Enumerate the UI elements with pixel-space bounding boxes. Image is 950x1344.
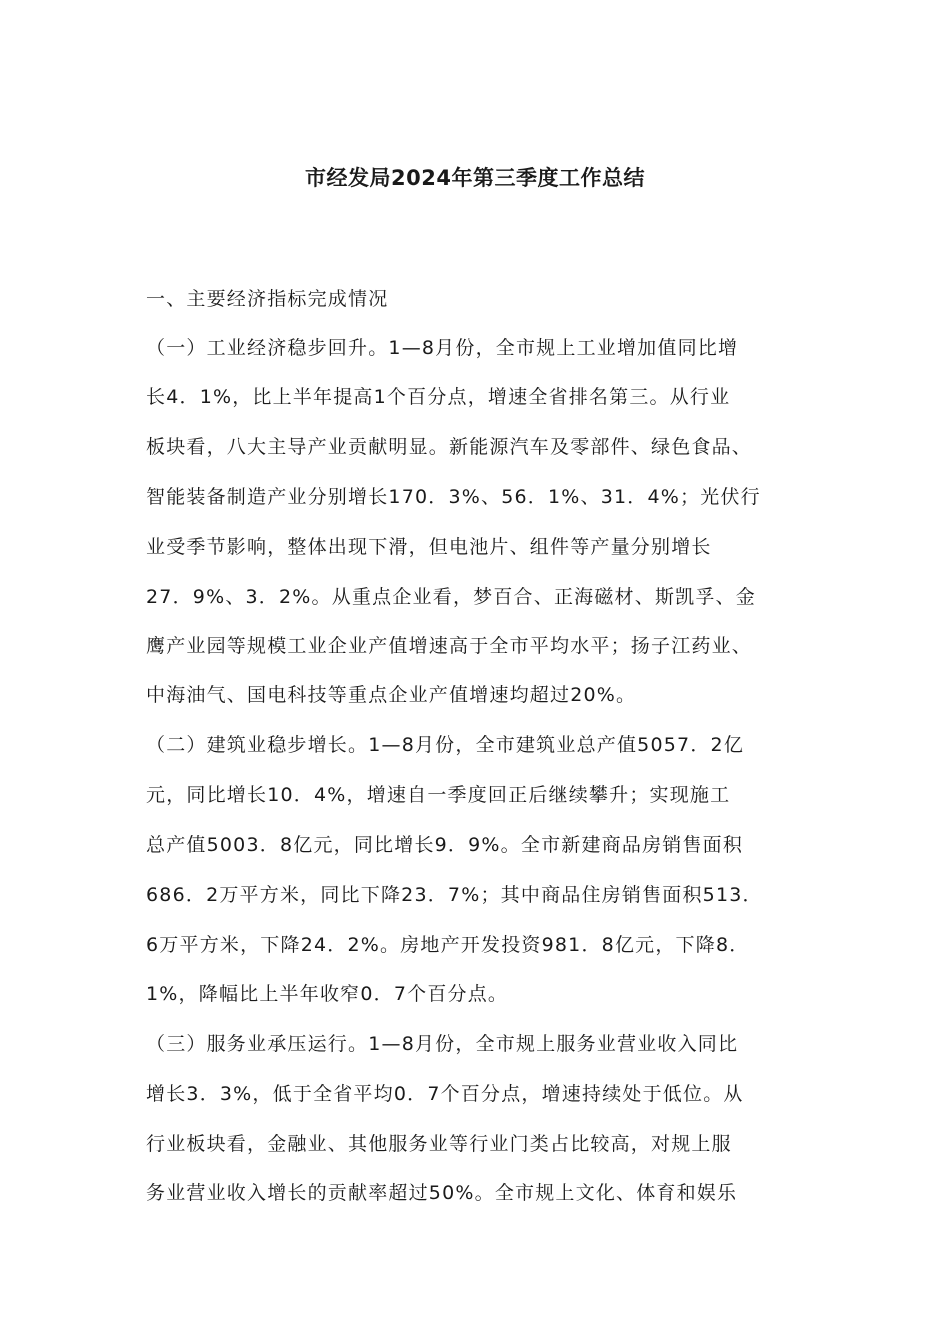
- body-line: 1%，降幅比上半年收窄0．7个百分点。: [146, 983, 509, 1005]
- body-line: 中海油气、国电科技等重点企业产值增速均超过20%。: [146, 684, 637, 706]
- document-title: 市经发局2024年第三季度工作总结: [305, 166, 645, 190]
- body-line: 27．9%、3．2%。从重点企业看，梦百合、正海磁材、斯凯孚、金: [146, 586, 756, 608]
- body-line: 长4．1%，比上半年提高1个百分点，增速全省排名第三。从行业: [146, 386, 731, 408]
- body-line: 行业板块看，金融业、其他服务业等行业门类占比较高，对规上服: [146, 1133, 732, 1155]
- body-line: 业受季节影响，整体出现下滑，但电池片、组件等产量分别增长: [146, 536, 712, 558]
- body-line: 板块看，八大主导产业贡献明显。新能源汽车及零部件、绿色食品、: [146, 436, 753, 458]
- body-line: （二）建筑业稳步增长。1—8月份，全市建筑业总产值5057．2亿: [146, 734, 745, 756]
- body-line: （一）工业经济稳步回升。1—8月份，全市规上工业增加值同比增: [146, 337, 739, 359]
- body-line: 增长3．3%，低于全省平均0．7个百分点，增速持续处于低位。从: [146, 1083, 744, 1105]
- body-line: 鹰产业园等规模工业企业产值增速高于全市平均水平；扬子江药业、: [146, 635, 753, 657]
- body-line: （三）服务业承压运行。1—8月份，全市规上服务业营业收入同比: [146, 1033, 739, 1055]
- section-heading: 一、主要经济指标完成情况: [146, 288, 389, 310]
- body-line: 686．2万平方米，同比下降23．7%；其中商品住房销售面积513．: [146, 884, 763, 906]
- body-line: 6万平方米，下降24．2%。房地产开发投资981．8亿元，下降8．: [146, 934, 750, 956]
- body-line: 务业营业收入增长的贡献率超过50%。全市规上文化、体育和娱乐: [146, 1182, 738, 1204]
- body-line: 智能装备制造产业分别增长170．3%、56．1%、31．4%；光伏行: [146, 486, 761, 508]
- body-line: 元，同比增长10．4%，增速自一季度回正后继续攀升；实现施工: [146, 784, 731, 806]
- body-line: 总产值5003．8亿元，同比增长9．9%。全市新建商品房销售面积: [146, 834, 744, 856]
